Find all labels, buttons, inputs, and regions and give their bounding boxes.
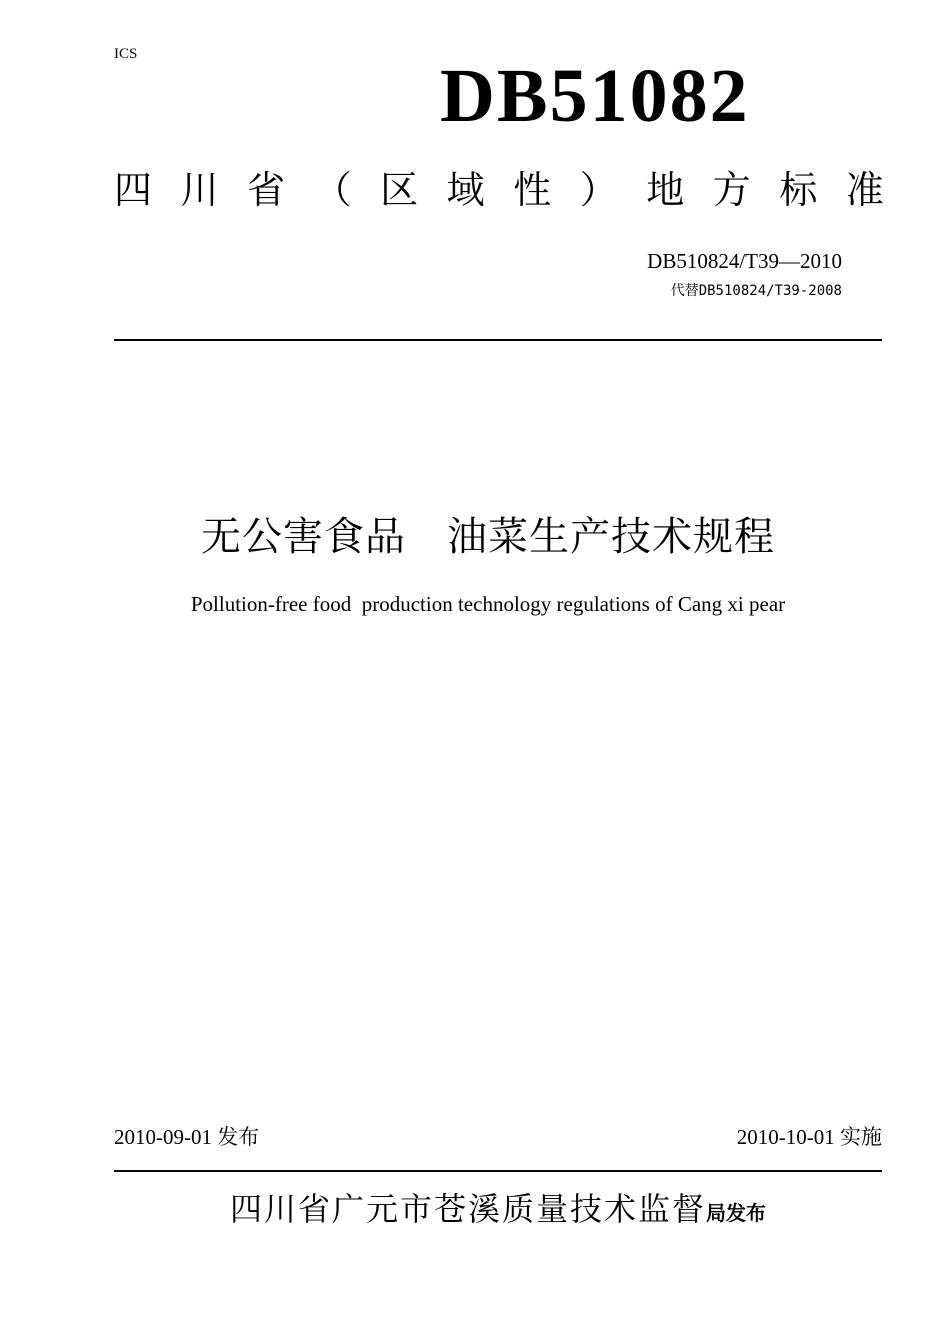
standard-type-char: （ [313, 168, 352, 212]
top-divider [114, 339, 882, 341]
standard-type-char: 地 [646, 168, 685, 212]
issue-date: 2010-09-01 发布 [114, 1125, 260, 1149]
publisher [0, 1184, 950, 1230]
document-title-english: Pollution-free food production technology regulations of Cang xi pear [190, 592, 786, 616]
standard-type-char: 准 [845, 168, 884, 212]
implementation-date: 2010-10-01 实施 [736, 1125, 882, 1149]
standard-type-char: 方 [712, 168, 751, 212]
ics-label: ICS [114, 46, 138, 62]
standard-type-char: 域 [446, 168, 485, 212]
standard-type-char: 川 [180, 168, 219, 212]
document-title: 无公害食品 油菜生产技术规程 [201, 514, 775, 560]
standard-type-char: 区 [380, 168, 419, 212]
db-code: DB51082 [440, 54, 750, 138]
publisher-suffix: 局发布 [706, 1201, 766, 1225]
standard-type-char: 省 [247, 168, 286, 212]
replaces-standard: 代替DB510824/T39-2008 [670, 283, 842, 299]
standard-type-char: ） [579, 168, 618, 212]
standard-type-char: 标 [779, 168, 818, 212]
standard-type-char: 四 [114, 168, 153, 212]
publisher-name: 四川省广元市苍溪质量技术监督 [229, 1190, 706, 1228]
standard-number: DB510824/T39—2010 [647, 249, 842, 273]
standard-type-char: 性 [513, 168, 552, 212]
standard-type [114, 170, 884, 212]
bottom-divider [114, 1170, 882, 1172]
